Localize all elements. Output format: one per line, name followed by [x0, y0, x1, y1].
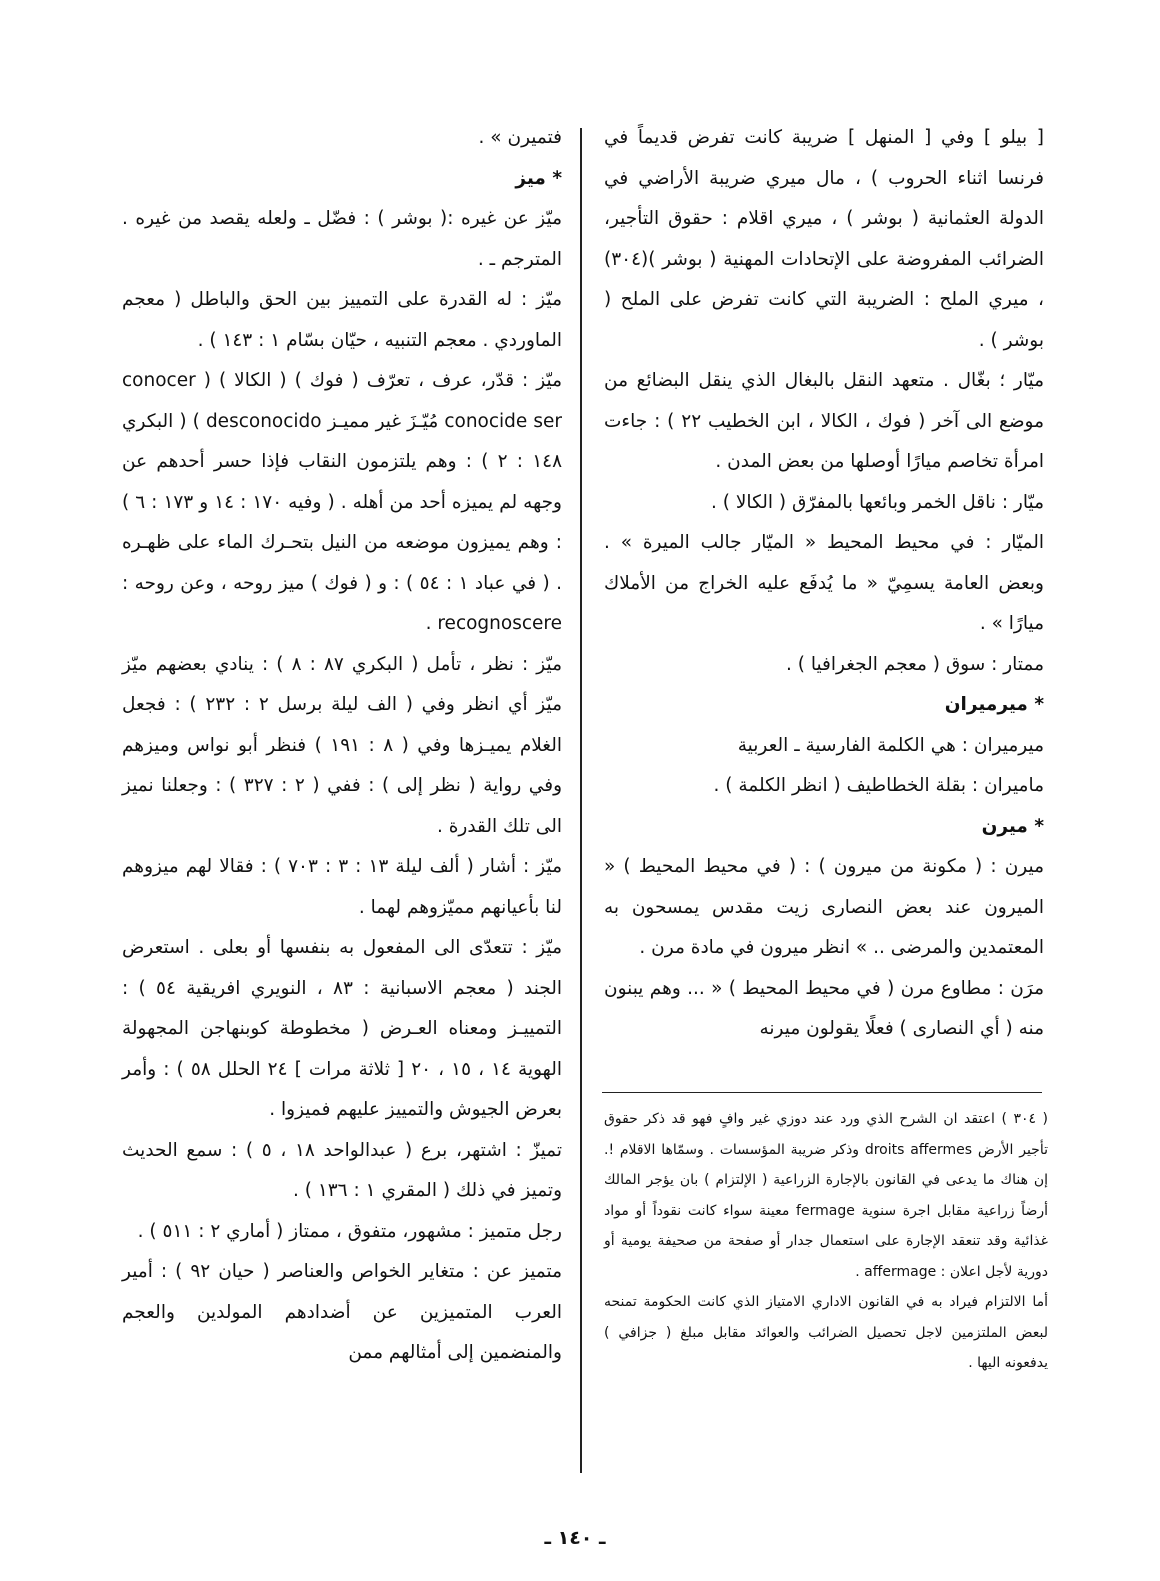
entry-paragraph: فتميرن » . — [478, 127, 562, 148]
entry-paragraph: ميّز : له القدرة على التمييز بين الحق والباطل ( معجم الماوردي . معجم التنبيه ، حيّان بسّام ١ : ١٤٣ ) . — [122, 289, 562, 351]
entry-paragraph: ميّار ؛ بغّال . متعهد النقل بالبغال الذي ينقل البضائع من موضع الى آخر ( فوك ، الكالا ، ابن الخطيب ٢٢ ) : جاءت امرأة تخاصم ميارًا أوصلها من بعض المدن . — [604, 370, 1045, 472]
entry-paragraph: ميّز عن غيره :( بوشر ) : فضّل ـ ولعله يقصد من غيره . المترجم ـ . — [122, 208, 562, 270]
right-column — [604, 118, 1044, 1050]
entry-paragraph: ميّز : أشار ( ألف ليلة ١٣ : ٣ : ٧٠٣ ) : فقالا لهم ميزوهم لنا بأعيانهم مميّزوهم لهما . — [122, 856, 562, 918]
page-number: ـ ١٤٠ ـ — [544, 1527, 606, 1549]
entry-paragraph: مرَن : مطاوع مرن ( في محيط المحيط ) « ... وهم يبنون منه ( أي النصارى ) فعلًا يقولون ميرنه — [604, 977, 1044, 1039]
entry-paragraph: ميرميران : هي الكلمة الفارسية ـ العربية — [737, 734, 1044, 756]
entry-paragraph: تميزّ : اشتهر، برع ( عبدالواحد ١٨ ، ٥ ) : سمع الحديث وتميز في ذلك ( المقري ١ : ١٣٦ ) . — [122, 1139, 563, 1201]
footnote-paragraph: أما الالتزام فيراد به في القانون الاداري الامتياز الذي كانت الحكومة تمنحه لبعض الملتزمين لاجل تحصيل الضرائب والعوائد مقابل مبلغ ( جزافي ) يدفعونه اليها . — [604, 1294, 1048, 1371]
footnote — [604, 1104, 1048, 1379]
entry-paragraph: ميّز : تتعدّى الى المفعول به بنفسها أو بعلى . استعرض الجند ( معجم الاسبانية : ٨٣ ، النويري افريقية ٥٤ ) : التمييـز ومعناه العـرض ( مخطوطة كوبنهاجن المجهولة الهوية ١٤ ، ١٥ ، ٢٠ [ ثلاثة مرات ] ٢٤ الحلل ٥٨ ) : وأمر بعرض الجيوش والتمييز عليهم فميزوا . — [122, 937, 562, 1120]
entry-paragraph: ميّار : ناقل الخمر وبائعها بالمفرّق ( الكالا ) . — [711, 491, 1044, 513]
entry-paragraph: متميز عن : متغاير الخواص والعناصر ( حيان ٩٢ ) : أمير العرب المتميزين عن أضدادهم المولدين والعجم والمنضمين إلى أمثالهم ممن — [122, 1261, 562, 1363]
root-heading: * ميرميران — [944, 694, 1044, 715]
footnote-paragraph: ( ٣٠٤ ) اعتقد ان الشرح الذي ورد عند دوزي غير وافٍ فهو قد ذكر حقوق تأجير الأرض droits affermes وذكر ضريبة المؤسسات . وسمّاها الاقلام !. إن هناك ما يدعى في القانون بالإجارة الزراعية ( الإلتزام ) بان يؤجر المالك أرضاً زراعية مقابل اجرة سنوية fermage معينة سواء كانت نقوداً أو مواد غذائية وقد تنعقد الإجارة على استعمال جدار أو صفحة من صحيفة يومية أو دورية لأجل اعلان : affermage . — [604, 1111, 1049, 1280]
entry-paragraph: رجل متميز : مشهور، متفوق ، ممتاز ( أماري ٢ : ٥١١ ) . — [137, 1220, 562, 1242]
entry-paragraph: الميّار : في محيط المحيط « الميّار جالب الميرة » . وبعض العامة يسمِيّ « ما يُدفَع عليه الخراج من الأملاك ميارًا » . — [604, 532, 1044, 634]
entry-paragraph: ميّز : نظر ، تأمل ( البكري ٨٧ : ٨ ) : ينادي بعضهم ميّز ميّز أي انظر وفي ( الف ليلة برسل ٢ : ٢٣٢ ) : فجعل الغلام يميـزها وفي ( ٨ : ١٩١ ) فنظر أبو نواس وميزهم وفي رواية ( نظر إلى ) : ففي ( ٢ : ٣٢٧ ) : وجعلنا نميز الى تلك القدرة . — [122, 653, 563, 837]
entry-paragraph: ممتار : سوق ( معجم الجغرافيا ) . — [785, 653, 1044, 675]
left-column — [122, 118, 562, 1374]
column-divider — [580, 128, 582, 1473]
footnote-rule — [602, 1092, 1042, 1093]
entry-paragraph: ماميران : بقلة الخطاطيف ( انظر الكلمة ) . — [713, 775, 1044, 796]
entry-paragraph: ميّز : قدّر، عرف ، تعرّف ( فوك ) ( الكالا ) ( conocer conocide ser مُيّـزَ غير مميـز desconocido ) ( البكري ١٤٨ : ٢ ) : وهم يلتزمون النقاب فإذا حسر أحدهم عن وجهه لم يميزه أحد من أهله . ( وفيه ١٧٠ : ١٤ و ١٧٣ : ٦ ) : وهم يميزون موضعه من النيل بتحـرك الماء على ظهـره . ( في عباد ١ : ٥٤ ) : و ( فوك ) ميز روحه ، وعن روحه : recognoscere . — [122, 370, 563, 634]
entry-paragraph: ميرن : ( مكونة من ميرون ) : ( في محيط المحيط ) « الميرون عند بعض النصارى زيت مقدس يمسحون به المعتمدين والمرضى .. » انظر ميرون في مادة مرن . — [604, 856, 1044, 958]
entry-paragraph: [ بيلو ] وفي [ المنهل ] ضريبة كانت تفرض قديماً في فرنسا اثناء الحروب ) ، مال ميري ضريبة الأراضي في الدولة العثمانية ( بوشر ) ، ميري اقلام : حقوق التأجير، الضرائب المفروضة على الإتحادات المهنية ( بوشر )(٣٠٤) ، ميري الملح : الضريبة التي كانت تفرض على الملح ( بوشر ) . — [604, 127, 1044, 351]
root-heading: * ميز — [515, 167, 562, 189]
root-heading: * ميرن — [981, 815, 1044, 837]
